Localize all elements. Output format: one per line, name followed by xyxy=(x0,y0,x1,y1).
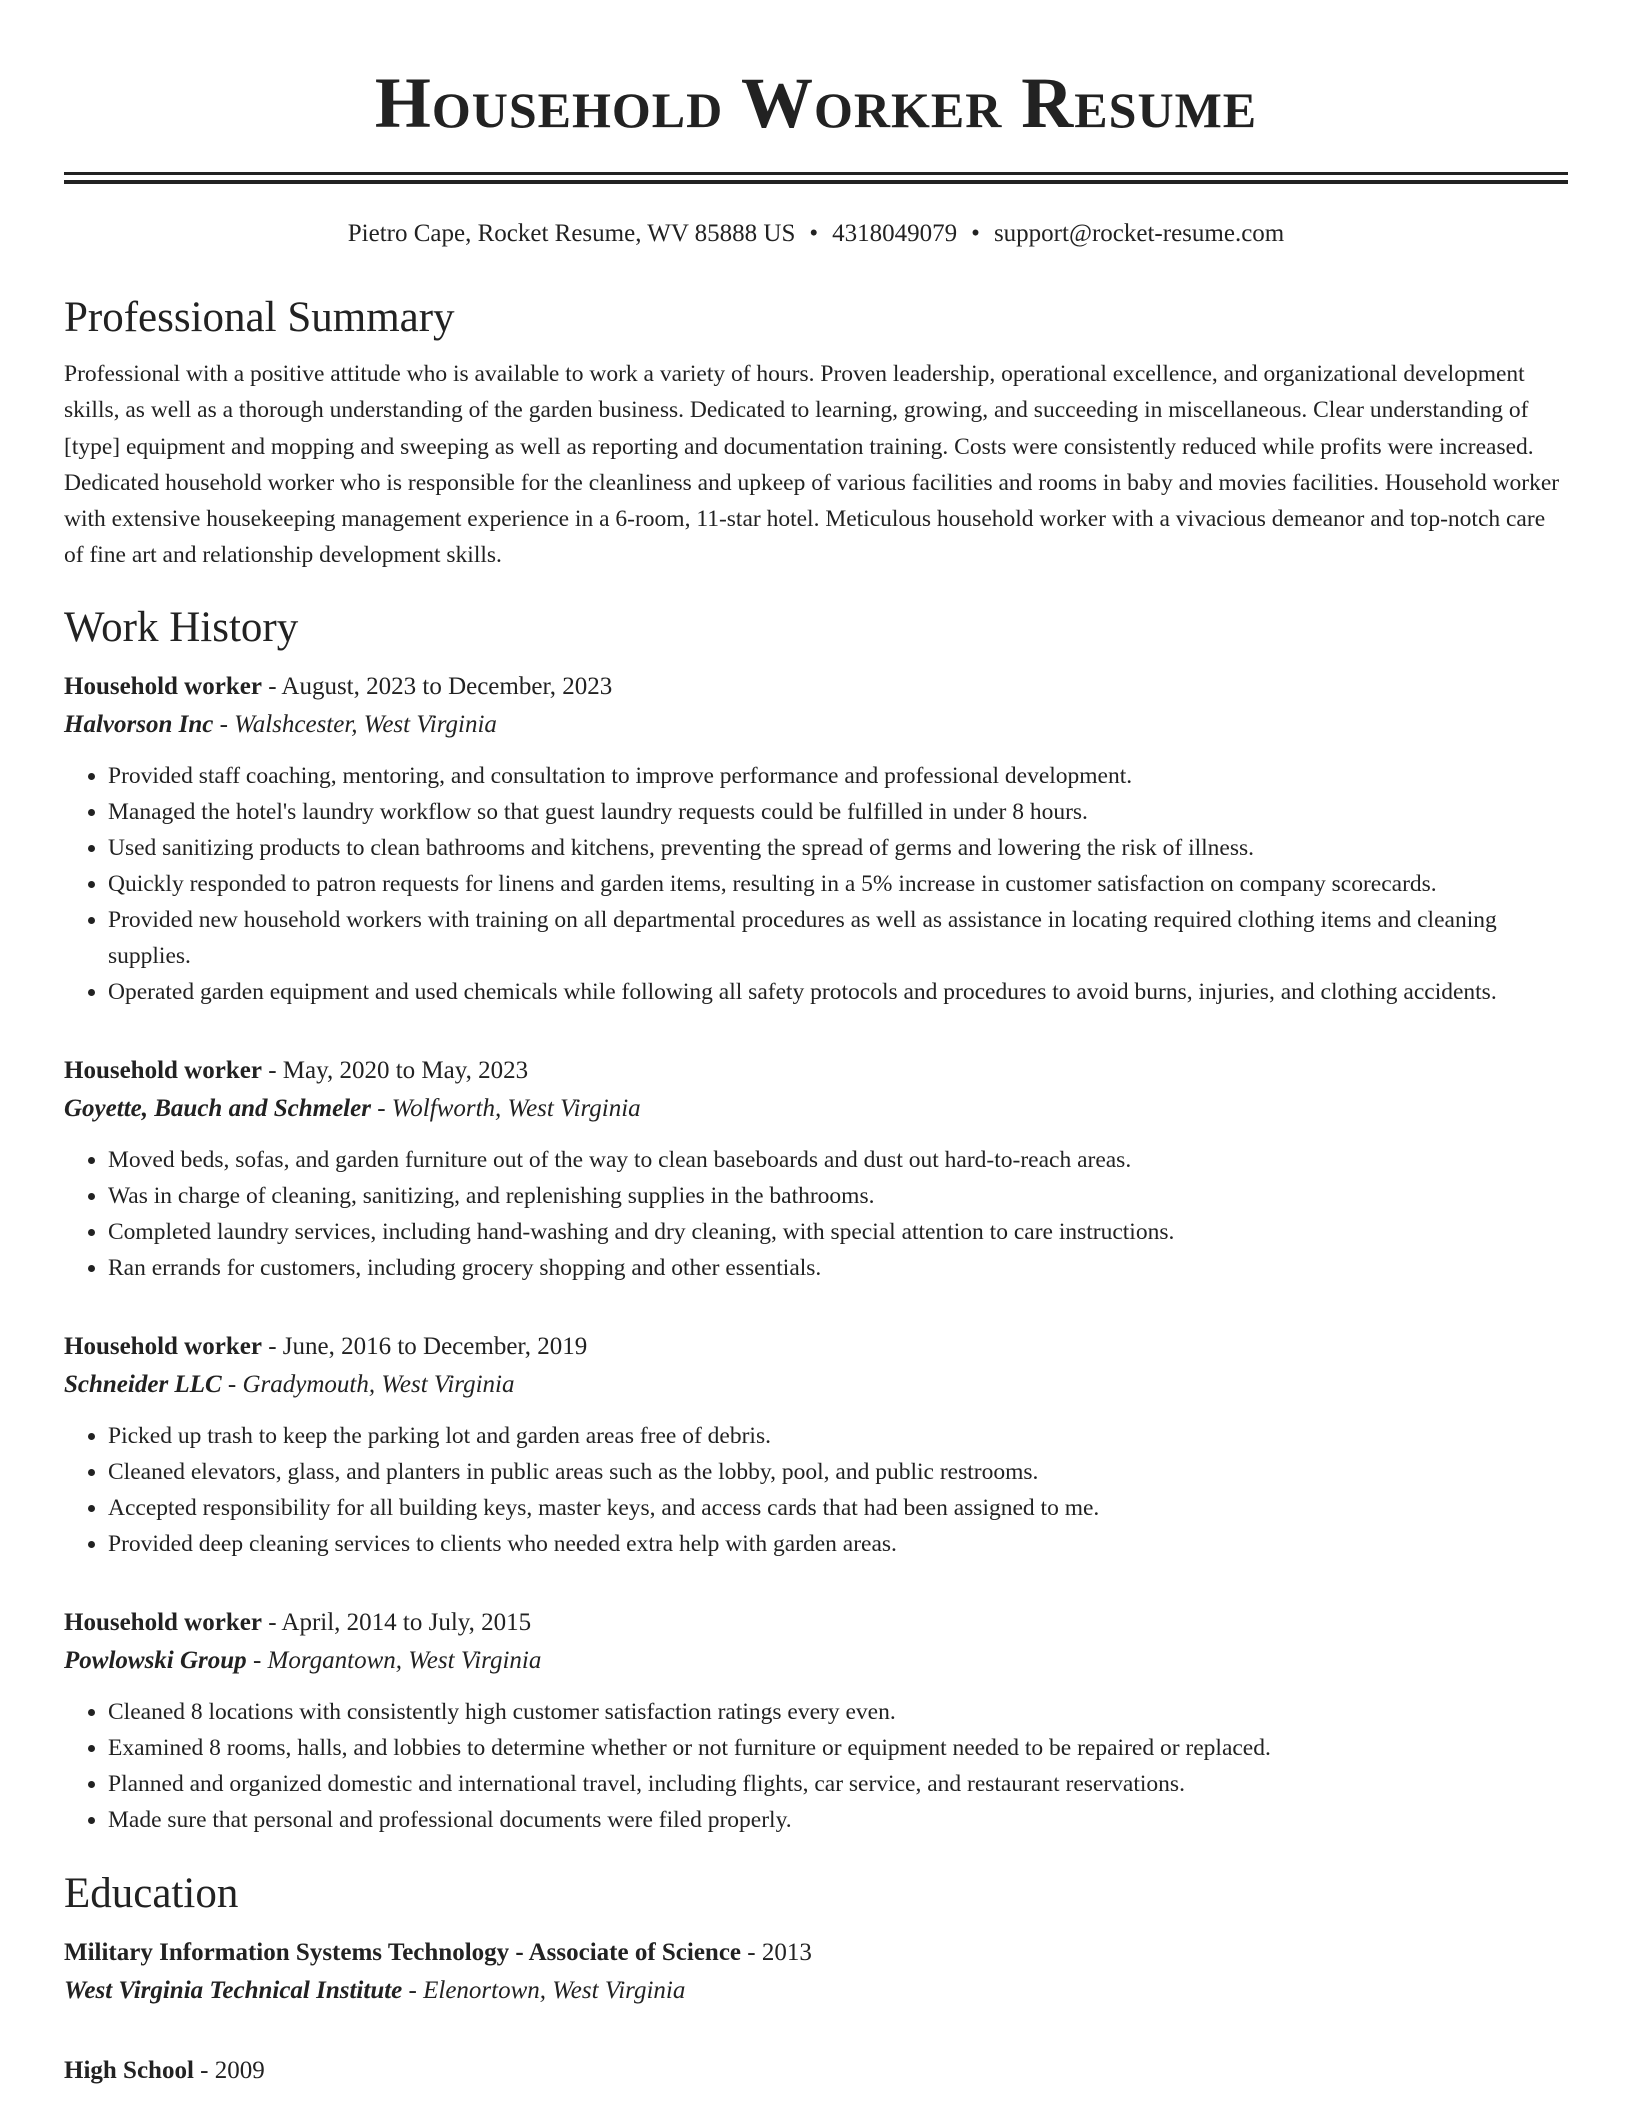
contact-phone: 4318049079 xyxy=(832,220,958,247)
job-dates: June, 2016 to December, 2019 xyxy=(282,1332,588,1360)
job-duty-item: • Moved beds, sofas, and garden furniture out of the way to clean baseboards and dust out hard-to-reach areas. xyxy=(108,1142,1568,1178)
job-duty-item: • Was in charge of cleaning, sanitizing, and replenishing supplies in the bathrooms. xyxy=(108,1178,1568,1214)
job-duties-list xyxy=(64,1418,1568,1562)
school-name: West Virginia Technical Institute xyxy=(64,1976,403,2004)
job-duty-item: • Cleaned 8 locations with consistently high customer satisfaction ratings every even. xyxy=(108,1694,1568,1730)
company-location: Wolfworth, West Virginia xyxy=(391,1094,641,1122)
company-name: Halvorson Inc xyxy=(64,710,214,738)
job-title: Household worker xyxy=(64,1056,262,1084)
company-line xyxy=(64,1366,1568,1404)
job-duty-item: • Accepted responsibility for all building keys, master keys, and access cards that had been assigned to me. xyxy=(108,1490,1568,1526)
job-duty-item: • Provided new household workers with training on all departmental procedures as well as assistance in locating required clothing items and cleaning supplies. xyxy=(108,902,1568,974)
job-duty-item: • Ran errands for customers, including grocery shopping and other essentials. xyxy=(108,1250,1568,1286)
job-title: Household worker xyxy=(64,1608,262,1636)
dash: - xyxy=(261,1608,282,1636)
job-duty-item: • Examined 8 rooms, halls, and lobbies to determine whether or not furniture or equipment needed to be repaired or replaced. xyxy=(108,1730,1568,1766)
dash: - xyxy=(221,1370,243,1398)
graduation-year: 2013 xyxy=(761,1938,812,1966)
contact-separator: • xyxy=(971,220,980,247)
job-title-line xyxy=(64,1052,1568,1090)
company-line xyxy=(64,706,1568,744)
job-dates: August, 2023 to December, 2023 xyxy=(281,672,613,700)
job-duty-item: • Quickly responded to patron requests for linens and garden items, resulting in a 5% increase in customer satisfaction on company scorecards. xyxy=(108,866,1568,902)
education-entry xyxy=(64,1934,1568,2010)
dash: - xyxy=(193,2056,215,2084)
job-title-line xyxy=(64,1604,1568,1642)
title-divider-bottom xyxy=(64,180,1568,184)
company-line xyxy=(64,1090,1568,1128)
degree-line xyxy=(64,1934,1568,1972)
degree-line xyxy=(64,2052,1568,2090)
section-heading-work-history: Work History xyxy=(64,603,299,651)
dash: - xyxy=(261,1056,283,1084)
job-duty-item: • Picked up trash to keep the parking lot and garden areas free of debris. xyxy=(108,1418,1568,1454)
resume-page xyxy=(64,0,1568,2090)
company-name: Powlowski Group xyxy=(64,1646,247,1674)
company-location: Morgantown, West Virginia xyxy=(267,1646,542,1674)
education-entry xyxy=(64,2052,1568,2090)
job-duty-item: • Used sanitizing products to clean bathrooms and kitchens, preventing the spread of germs and lowering the risk of illness. xyxy=(108,830,1568,866)
job-entry xyxy=(64,668,1568,1010)
job-title-line xyxy=(64,1328,1568,1366)
job-entry xyxy=(64,1328,1568,1562)
title-divider-top xyxy=(64,172,1568,175)
company-name: Goyette, Bauch and Schmeler xyxy=(64,1094,371,1122)
company-name: Schneider LLC xyxy=(64,1370,222,1398)
contact-address: Pietro Cape, Rocket Resume, WV 85888 US xyxy=(347,220,796,247)
school-line xyxy=(64,1972,1568,2010)
company-location: Walshcester, West Virginia xyxy=(234,710,497,738)
company-line xyxy=(64,1642,1568,1680)
job-dates: May, 2020 to May, 2023 xyxy=(282,1056,529,1084)
company-location: Gradymouth, West Virginia xyxy=(242,1370,515,1398)
job-duty-item: • Planned and organized domestic and international travel, including flights, car service, and restaurant reservations. xyxy=(108,1766,1568,1802)
job-entry xyxy=(64,1604,1568,1838)
job-duty-item: • Provided deep cleaning services to clients who needed extra help with garden areas. xyxy=(108,1526,1568,1562)
dash: - xyxy=(213,710,235,738)
job-duty-item: • Made sure that personal and professional documents were filed properly. xyxy=(108,1802,1568,1838)
dash: - xyxy=(261,1332,283,1360)
dash: - xyxy=(370,1094,392,1122)
dash: - xyxy=(741,1938,762,1966)
page-title: Household Worker Resume xyxy=(374,63,1258,143)
job-duty-item: • Operated garden equipment and used chemicals while following all safety protocols and procedures to avoid burns, injuries, and clothing accidents. xyxy=(108,974,1568,1010)
job-duties-list xyxy=(64,1142,1568,1286)
job-entry xyxy=(64,1052,1568,1286)
job-duty-item: • Managed the hotel's laundry workflow so that guest laundry requests could be fulfilled in under 8 hours. xyxy=(108,794,1568,830)
contact-separator: • xyxy=(809,220,819,247)
job-title: Household worker xyxy=(64,672,262,700)
job-duty-item: • Provided staff coaching, mentoring, and consultation to improve performance and professional development. xyxy=(108,758,1568,794)
section-heading-education: Education xyxy=(64,1869,239,1917)
dash: - xyxy=(261,672,282,700)
job-duty-item: • Completed laundry services, including hand-washing and dry cleaning, with special attention to care instructions. xyxy=(108,1214,1568,1250)
section-heading-summary: Professional Summary xyxy=(64,294,455,341)
contact-line xyxy=(64,218,1568,250)
dash: - xyxy=(402,1976,424,2004)
degree-name: High School xyxy=(64,2056,194,2084)
job-dates: April, 2014 to July, 2015 xyxy=(281,1608,532,1636)
job-title: Household worker xyxy=(64,1332,262,1360)
school-location: Elenortown, West Virginia xyxy=(423,1976,686,2004)
contact-email: support@rocket-resume.com xyxy=(993,220,1285,247)
degree-name: Military Information Systems Technology - Associate of Science xyxy=(64,1938,742,1966)
graduation-year: 2009 xyxy=(214,2056,265,2084)
job-title-line xyxy=(64,668,1568,706)
job-duty-item: • Cleaned elevators, glass, and planters in public areas such as the lobby, pool, and public restrooms. xyxy=(108,1454,1568,1490)
dash: - xyxy=(246,1646,268,1674)
job-duties-list xyxy=(64,1694,1568,1838)
job-duties-list xyxy=(64,758,1568,1010)
summary-paragraph: Professional with a positive attitude who is available to work a variety of hours. Proven leadership, operational excellence, and organizational development skills, as well as a thorough understanding of the garden business. Dedicated to learning, growing, and succeeding in miscellaneous. Clear understanding of [type] equipment and mopping and sweeping as well as reporting and documentation training. Costs were consistently reduced while profits were increased. Dedicated household worker who is responsible for the cleanliness and upkeep of various facilities and rooms in baby and movies facilities. Household worker with extensive housekeeping management experience in a 6-room, 11-star hotel. Meticulous household worker with a vivacious demeanor and top-notch care of fine art and relationship development skills. xyxy=(64,361,1560,569)
